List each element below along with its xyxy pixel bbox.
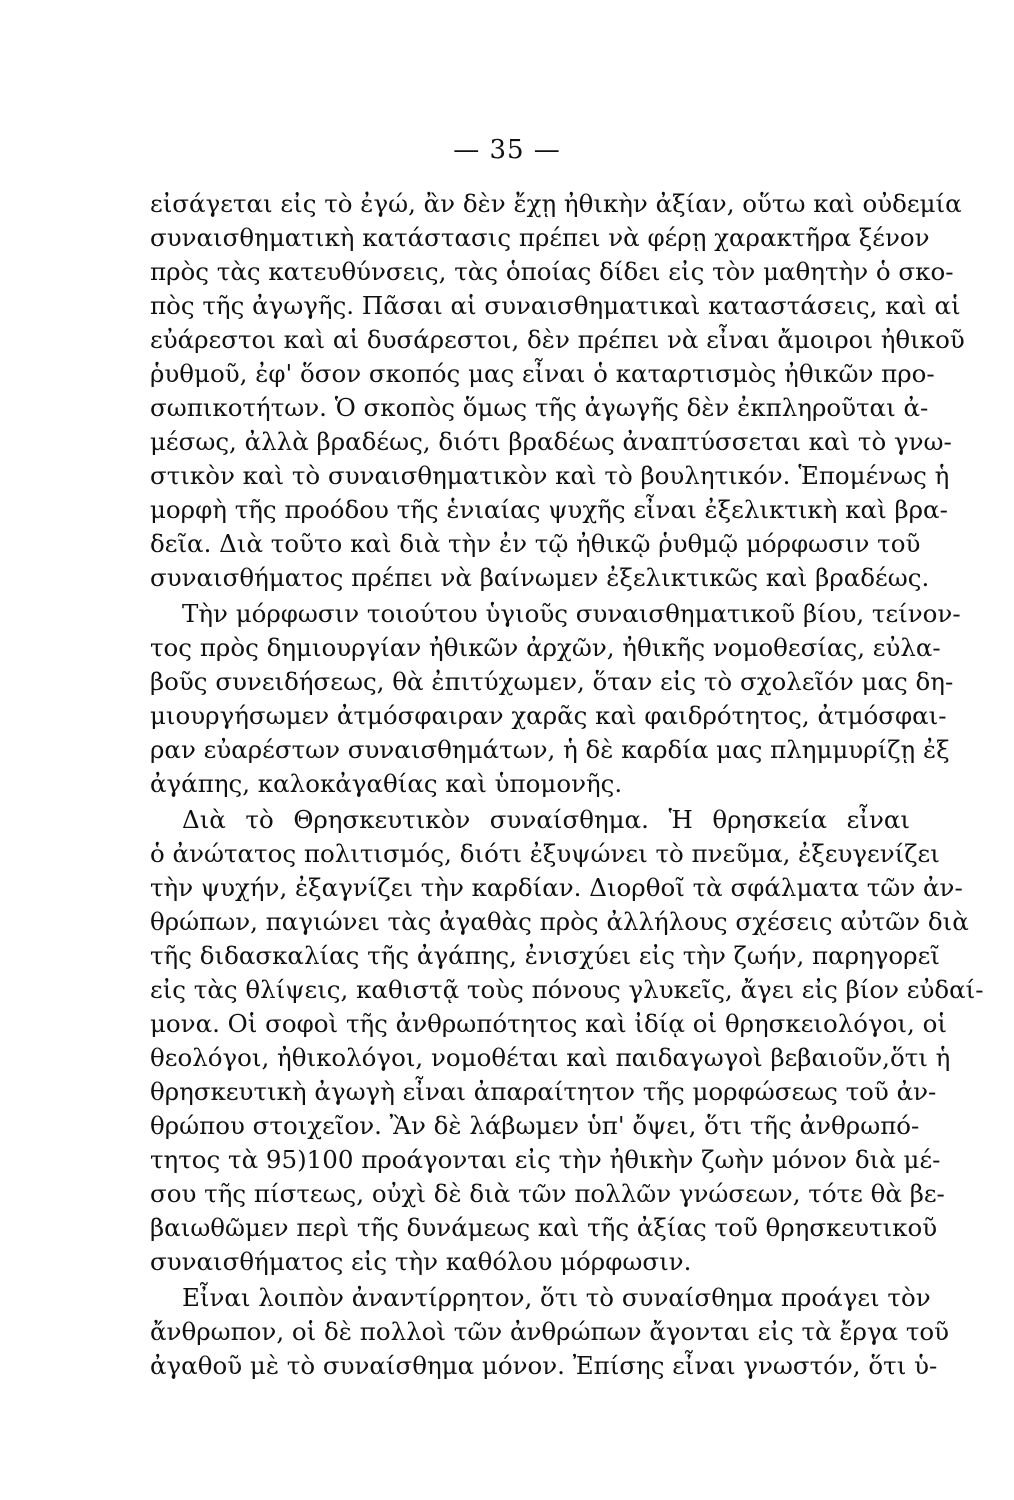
text-line: τος πρὸς δημιουργίαν ἠθικῶν ἀρχῶν, ἠθικῆς νομοθεσίας, εὐλα-: [150, 633, 941, 662]
text-line: στικὸν καὶ τὸ συναισθηματικὸν καὶ τὸ βουλητικόν. Ἑπομένως ἡ: [150, 461, 950, 490]
text-line: εἰσάγεται εἰς τὸ ἐγώ, ἂν δὲν ἔχῃ ἠθικὴν ἀξίαν, οὕτω καὶ οὐδεμία: [150, 189, 962, 218]
text-line: Εἶναι λοιπὸν ἀναντίρρητον, ὅτι τὸ συναίσθημα προάγει τὸν: [182, 1283, 931, 1312]
text-line: θρώπου στοιχεῖον. Ἂν δὲ λάβωμεν ὑπ' ὄψει, ὅτι τῆς ἀνθρωπό-: [150, 1111, 920, 1140]
text-line: σωπικοτήτων. Ὁ σκοπὸς ὅμως τῆς ἀγωγῆς δὲν ἐκπληροῦται ἀ-: [150, 393, 929, 422]
text-line: συναισθήματος εἰς τὴν καθόλου μόρφωσιν.: [150, 1247, 692, 1276]
text-line: εἰς τὰς θλίψεις, καθιστᾷ τοὺς πόνους γλυκεῖς, ἄγει εἰς βίον εὐδαί-: [150, 975, 984, 1004]
text-line: βαιωθῶμεν περὶ τῆς δυνάμεως καὶ τῆς ἀξίας τοῦ θρησκευτικοῦ: [150, 1213, 938, 1242]
text-line: μονα. Οἱ σοφοὶ τῆς ἀνθρωπότητος καὶ ἰδίᾳ οἱ θρησκειολόγοι, οἱ: [150, 1009, 947, 1038]
text-line: Τὴν μόρφωσιν τοιούτου ὑγιοῦς συναισθηματικοῦ βίου, τείνον-: [182, 599, 961, 628]
text-line: τῆς διδασκαλίας τῆς ἀγάπης, ἐνισχύει εἰς τὴν ζωήν, παρηγορεῖ: [150, 941, 940, 970]
text-line: ἄνθρωπον, οἱ δὲ πολλοὶ τῶν ἀνθρώπων ἄγονται εἰς τὰ ἔργα τοῦ: [150, 1317, 950, 1346]
text-line: θρησκευτικὴ ἀγωγὴ εἶναι ἀπαραίτητον τῆς μορφώσεως τοῦ ἀν-: [150, 1077, 937, 1106]
text-line: θεολόγοι, ἠθικολόγοι, νομοθέται καὶ παιδαγωγοὶ βεβαιοῦν,ὅτι ἡ: [150, 1043, 951, 1072]
text-line: ἀγαθοῦ μὲ τὸ συναίσθημα μόνον. Ἐπίσης εἶναι γνωστόν, ὅτι ὑ-: [150, 1351, 938, 1380]
page-number: — 35 —: [453, 135, 561, 165]
text-line: πὸς τῆς ἀγωγῆς. Πᾶσαι αἱ συναισθηματικαὶ καταστάσεις, καὶ αἱ: [150, 291, 961, 320]
text-line: σου τῆς πίστεως, οὐχὶ δὲ διὰ τῶν πολλῶν γνώσεων, τότε θὰ βε-: [150, 1179, 945, 1208]
text-line: συναισθήματος πρέπει νὰ βαίνωμεν ἐξελικτικῶς καὶ βραδέως.: [150, 563, 930, 592]
text-line: ραν εὐαρέστων συναισθημάτων, ἡ δὲ καρδία μας πλημμυρίζῃ ἐξ: [150, 735, 950, 764]
text-line: ῥυθμοῦ, ἐφ' ὅσον σκοπός μας εἶναι ὁ καταρτισμὸς ἠθικῶν προ-: [150, 359, 935, 388]
text-line: μέσως, ἀλλὰ βραδέως, διότι βραδέως ἀναπτύσσεται καὶ τὸ γνω-: [150, 427, 952, 456]
text-line: τητος τὰ 95)100 προάγονται εἰς τὴν ἠθικὴν ζωὴν μόνον διὰ μέ-: [150, 1145, 941, 1174]
text-line: ἀγάπης, καλοκἀγαθίας καὶ ὑπομονῆς.: [150, 769, 623, 798]
text-line: δεῖα. Διὰ τοῦτο καὶ διὰ τὴν ἐν τῷ ἠθικῷ ῥυθμῷ μόρφωσιν τοῦ: [150, 529, 921, 558]
text-line: βοῦς συνειδήσεως, θὰ ἐπιτύχωμεν, ὅταν εἰς τὸ σχολεῖόν μας δη-: [150, 667, 954, 696]
text-line: θρώπων, παγιώνει τὰς ἀγαθὰς πρὸς ἀλλήλους σχέσεις αὐτῶν διὰ: [150, 907, 969, 936]
text-line: πρὸς τὰς κατευθύνσεις, τὰς ὁποίας δίδει εἰς τὸν μαθητὴν ὁ σκο-: [150, 257, 954, 286]
text-line: συναισθηματικὴ κατάστασις πρέπει νὰ φέρῃ χαρακτῆρα ξένον: [150, 223, 930, 252]
text-line: τὴν ψυχήν, ἐξαγνίζει τὴν καρδίαν. Διορθοῖ τὰ σφάλματα τῶν ἀν-: [150, 873, 963, 902]
text-line: ὁ ἀνώτατος πολιτισμός, διότι ἐξυψώνει τὸ πνεῦμα, ἐξευγενίζει: [150, 839, 940, 868]
text-line: εὐάρεστοι καὶ αἱ δυσάρεστοι, δὲν πρέπει νὰ εἶναι ἄμοιροι ἠθικοῦ: [150, 325, 965, 354]
text-line: μιουργήσωμεν ἀτμόσφαιραν χαρᾶς καὶ φαιδρότητος, ἀτμόσφαι-: [150, 701, 947, 730]
text-line: Διὰ τὸ Θρησκευτικὸν συναίσθημα. Ἡ θρησκεία εἶναι: [182, 805, 910, 834]
text-line: μορφὴ τῆς προόδου τῆς ἑνιαίας ψυχῆς εἶναι ἐξελικτικὴ καὶ βρα-: [150, 495, 948, 524]
